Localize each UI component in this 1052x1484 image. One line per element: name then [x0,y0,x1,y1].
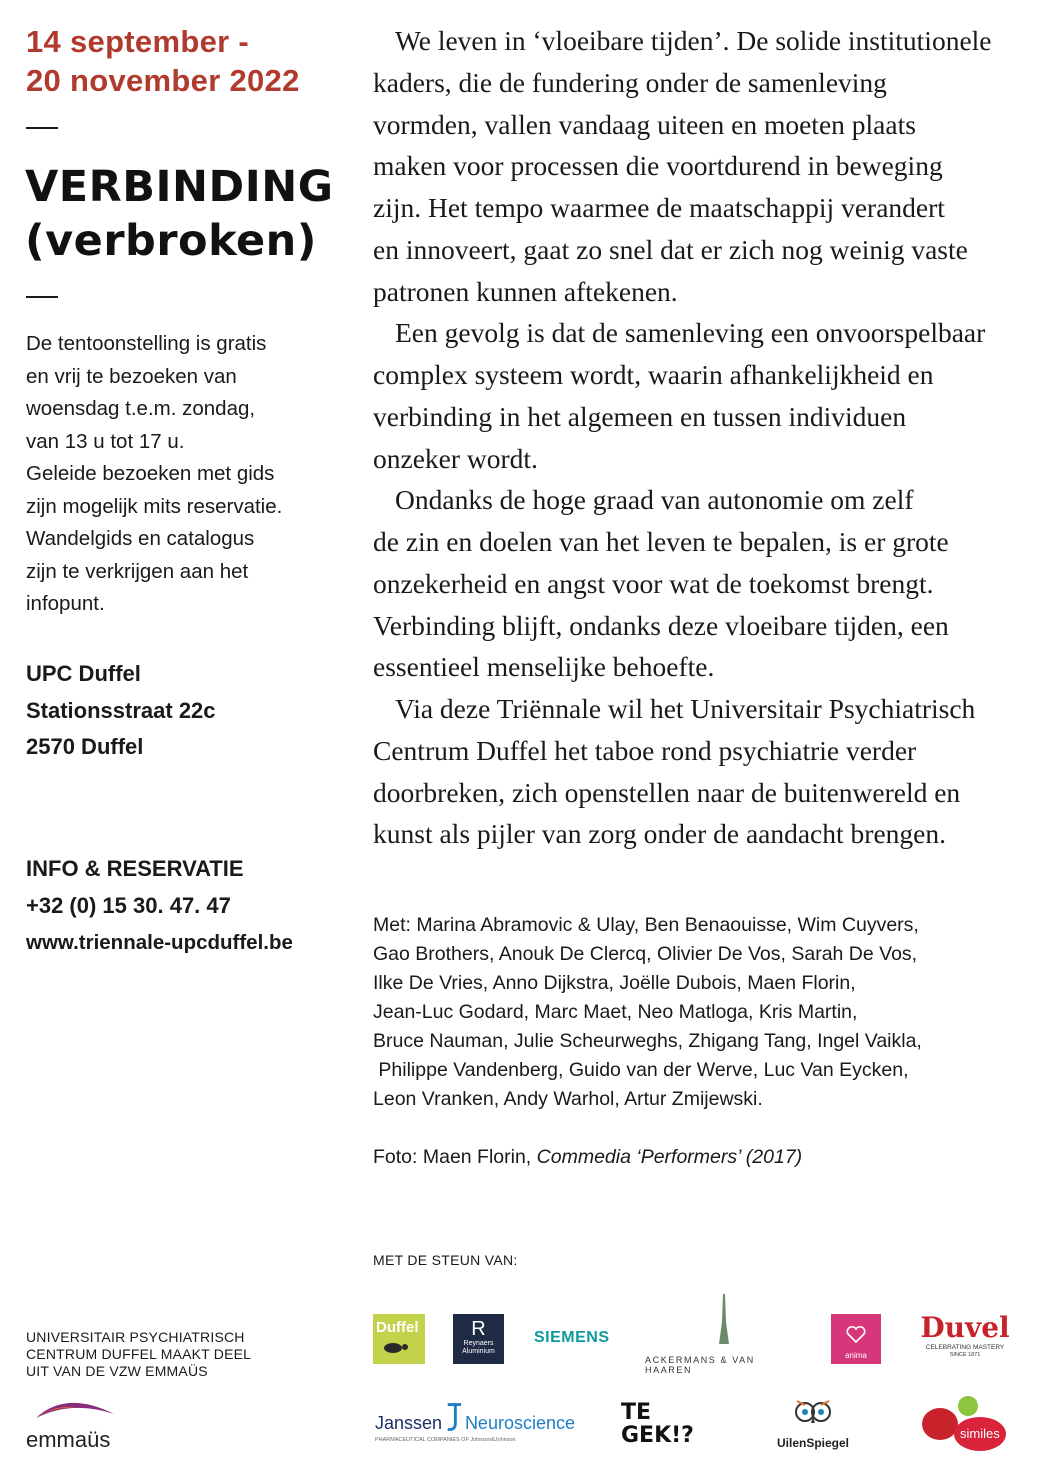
similes-logo [918,1390,1008,1454]
heart-icon [844,1322,868,1346]
upc-note-line: CENTRUM DUFFEL MAAKT DEEL [26,1346,252,1362]
address-name: UPC Duffel [26,661,141,686]
body-line: kunst als pijler van zorg onder de aandacht brengen. [373,818,946,850]
body-line: We leven in ‘vloeibare tijden’. De solide institutionele [395,25,992,56]
body-line: Een gevolg is dat de samenleving een onvoorspelbaar [395,317,986,349]
contact-website-link[interactable]: www.triennale-upcduffel.be [26,931,293,954]
address-street: Stationsstraat 22c [26,697,216,723]
artist-line: Met: Marina Abramovic & Ulay, Ben Benaouisse, Wim Cuyvers, [373,914,919,936]
reynaers-wordmark: Reynaers [463,1340,494,1347]
visit-info-line: De tentoonstelling is gratis [26,332,267,355]
upc-note-line: UIT VAN DE VZW EMMAÜS [26,1363,208,1379]
divider [26,127,58,129]
duffel-logo [373,1314,425,1364]
tegek-line-1: TE [621,1400,652,1425]
title-line-1: VERBINDING [25,162,334,212]
visit-info-line: Wandelgids en catalogus [26,527,255,550]
janssen-subtitle: PHARMACEUTICAL COMPANIES OF Johnson&Johnson [375,1437,516,1443]
similes-wordmark: similes [960,1426,1000,1441]
body-line: onzekerheid en angst voor wat de toekomst brengt. [373,567,934,599]
reynaers-sub: Aluminium [462,1348,495,1355]
visit-info-line: infopunt. [26,592,105,615]
artist-list [373,911,922,1114]
tegek-logo [621,1402,711,1452]
janssen-wordmark: Janssen [375,1413,443,1433]
visit-info-line: zijn mogelijk mits reservatie. [26,494,283,518]
body-line: zijn. Het tempo waarmee de maatschappij verandert [373,192,945,223]
ackermans-wordmark: ACKERMANS & VAN HAAREN [645,1355,755,1375]
address [26,656,216,766]
body-line: Ondanks de hoge graad van autonomie om zelf [395,484,914,516]
neuroscience-wordmark: Neuroscience [464,1413,575,1433]
duvel-since: SINCE 1871 [949,1352,981,1358]
contact-phone[interactable]: +32 (0) 15 30. 47. 47 [26,893,231,918]
tower-icon [645,1292,805,1348]
visit-info-line: van 13 u tot 17 u. [26,429,185,453]
artist-line: Bruce Nauman, Julie Scheurweghs, Zhigang Tang, Ingel Vaikla, [373,1030,922,1052]
duffel-wordmark: Duffel [376,1319,419,1336]
body-line: maken voor processen die voortdurend in beweging [373,150,943,182]
exhibition-title [25,160,334,268]
emmaus-logo [26,1392,136,1454]
duvel-wordmark: Duvel [920,1311,1010,1344]
body-line: kaders, die de fundering onder de samenleving [373,66,887,98]
address-city: 2570 Duffel [26,734,144,759]
sponsors-heading: MET DE STEUN VAN: [373,1252,518,1268]
visit-info [26,328,346,621]
uilenspiegel-logo [768,1395,858,1455]
contact-heading: INFO & RESERVATIE [26,856,244,881]
intro-text [373,20,1043,855]
upc-note-line: UNIVERSITAIR PSYCHIATRISCH [26,1329,245,1345]
tegek-line-2: GEK!? [621,1423,694,1448]
body-line: Centrum Duffel het taboe rond psychiatrie verder [373,734,917,766]
artist-line: Philippe Vandenberg, Guido van der Werve, Luc Van Eycken, [373,1059,909,1081]
reynaers-logo [453,1314,504,1364]
artist-line: Ilke De Vries, Anno Dijkstra, Joëlle Dubois, Maen Florin, [373,972,856,994]
emmaus-wordmark: emmaüs [26,1427,111,1452]
body-line: essentieel menselijke behoefte. [373,651,715,683]
similes-bubbles-icon [918,1390,1008,1454]
visit-info-line: woensdag t.e.m. zondag, [26,397,256,420]
siemens-logo: SIEMENS [534,1329,610,1346]
body-line: complex systeem wordt, waarin afhankelijkheid en [373,359,934,390]
date-start: 14 september - [26,24,250,59]
visit-info-line: zijn te verkrijgen aan het [26,559,249,583]
anima-wordmark: anima [845,1351,867,1360]
visit-info-line: en vrij te bezoeken van [26,364,237,388]
visit-info-line: Geleide bezoeken met gids [26,462,275,485]
photo-credit-work: Commedia ‘Performers’ (2017) [536,1146,803,1168]
body-line: de zin en doelen van het leven te bepalen, is er grote [373,526,949,557]
uilenspiegel-wordmark: UilenSpiegel [776,1436,850,1450]
photo-credit [373,1143,802,1172]
artist-line: Jean-Luc Godard, Marc Maet, Neo Matloga, Kris Martin, [373,1001,858,1023]
duvel-logo [920,1312,1010,1366]
body-line: Via deze Triënnale wil het Universitair Psychiatrisch [395,693,976,724]
reynaers-r-icon: R [471,1318,486,1340]
body-line: patronen kunnen aftekenen. [373,275,678,307]
exhibition-dates [26,22,300,100]
anima-logo [831,1314,881,1364]
owl-icon [791,1395,835,1433]
contact-info [26,850,293,961]
upc-note [26,1329,251,1380]
body-line: verbinding in het algemeen en tussen individuen [373,400,907,432]
body-line: onzeker wordt. [373,442,538,474]
date-end: 20 november 2022 [26,63,300,98]
duvel-tagline: CELEBRATING MASTERY [925,1344,1005,1351]
janssen-j-icon [442,1400,465,1434]
artist-line: Leon Vranken, Andy Warhol, Artur Zmijewski. [373,1088,763,1110]
body-line: vormden, vallen vandaag uiteen en moeten plaats [373,108,916,140]
janssen-logo [375,1400,575,1452]
ackermans-logo [645,1292,805,1375]
body-line: Verbinding blijft, ondanks deze vloeibare tijden, een [373,609,949,641]
artist-line: Gao Brothers, Anouk De Clercq, Olivier De Vos, Sarah De Vos, [373,943,918,965]
duffel-emblem-icon [373,1336,425,1358]
body-line: doorbreken, zich openstellen naar de buitenwereld en [373,776,961,808]
photo-credit-prefix: Foto: Maen Florin, [373,1146,537,1168]
divider [26,296,58,298]
title-line-2: (verbroken) [25,216,317,266]
body-line: en innoveert, gaat zo snel dat er zich nog weinig vaste [373,233,968,265]
emmaus-arc-icon [26,1392,126,1424]
